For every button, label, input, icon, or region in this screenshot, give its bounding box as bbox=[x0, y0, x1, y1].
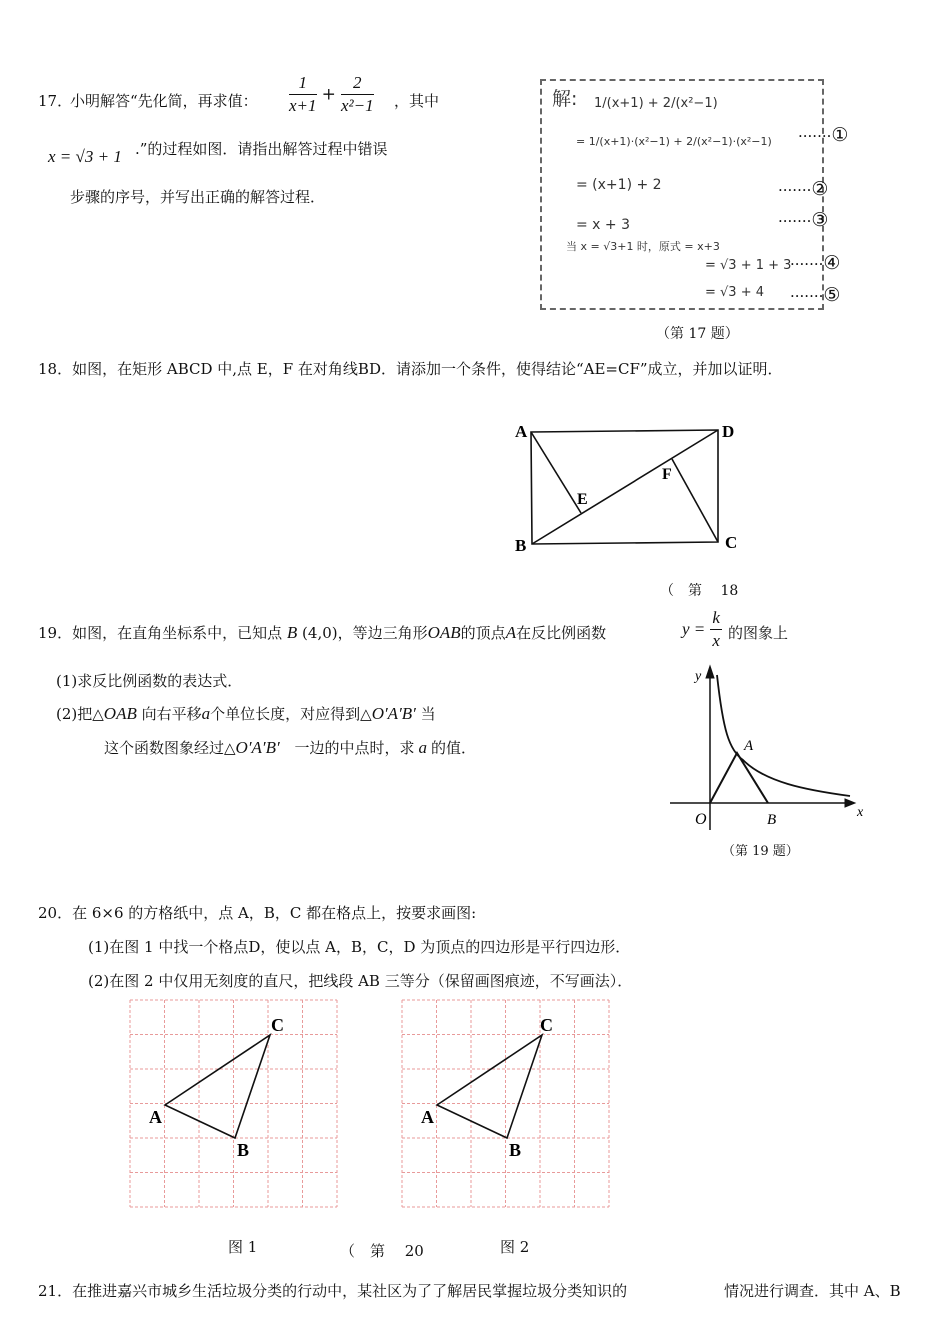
segment-ae bbox=[531, 432, 581, 513]
q18-caption: （ 第 18 bbox=[660, 583, 739, 599]
figure-2-grid bbox=[397, 995, 617, 1215]
q17-x-value: x = √3 + 1 bbox=[48, 147, 122, 166]
fig2-label-b: B bbox=[509, 1140, 522, 1160]
label-e: E bbox=[577, 491, 588, 508]
point-b-label: B bbox=[767, 812, 777, 828]
solution-line4: 当 x = √3+1 时，原式 = x+3 bbox=[566, 240, 720, 253]
fraction-1: $\frac{1}{x+1}$ bbox=[289, 73, 317, 115]
segment-cf bbox=[672, 459, 718, 542]
point-a-label: A bbox=[744, 738, 754, 754]
fraction-2: $\frac{2}{\text{x²−1}}$ bbox=[340, 73, 374, 115]
q19-sub1: (1)求反比例函数的表达式． bbox=[56, 672, 243, 690]
step-marker-5: ·······⑤ bbox=[790, 284, 841, 306]
solution-line5: = √3 + 1 + 3 bbox=[705, 258, 792, 273]
step-marker-1: ·······① bbox=[798, 124, 849, 146]
figure-1-label: 图 1 bbox=[228, 1238, 258, 1256]
hyperbola-curve bbox=[717, 675, 850, 796]
q18-figure bbox=[505, 418, 745, 558]
solution-head: 解: bbox=[552, 88, 578, 110]
step-marker-2: ·······② bbox=[778, 178, 829, 200]
q17-number: 17． bbox=[38, 92, 73, 110]
solution-line0: 1/(x+1) + 2/(x²−1) bbox=[594, 96, 718, 111]
q19-function: y = $\frac{k}{x}$ bbox=[682, 608, 720, 650]
figure-1-grid bbox=[125, 995, 345, 1215]
diagonal-bd bbox=[532, 430, 718, 544]
step-marker-3: ·······③ bbox=[778, 209, 829, 231]
solution-line1: = 1/(x+1)·(x²−1) + 2/(x²−1)·(x²−1) bbox=[576, 135, 772, 148]
label-d: D bbox=[722, 422, 735, 441]
q17-intro: 小明解答“先化简，再求值： bbox=[70, 92, 258, 110]
solution-line3: = x + 3 bbox=[576, 217, 631, 233]
triangle-abc bbox=[165, 1035, 270, 1138]
triangle-abc bbox=[437, 1035, 542, 1138]
q17-line3: 步骤的序号，并写出正确的解答过程． bbox=[70, 188, 326, 206]
q17-line2: .”的过程如图．请指出解答过程中错误 bbox=[135, 140, 388, 158]
x-axis-arrow bbox=[845, 799, 855, 807]
label-c: C bbox=[725, 533, 738, 552]
q20-sub2: (2)在图 2 中仅用无刻度的直尺，把线段 AB 三等分（保留画图痕迹，不写画法）． bbox=[88, 972, 633, 990]
q17-caption: （第 17 题） bbox=[656, 326, 739, 342]
q21-text: 21．在推进嘉兴市城乡生活垃圾分类的行动中，某社区为了了解居民掌握垃圾分类知识的 bbox=[38, 1282, 628, 1300]
solution-line2: = (x+1) + 2 bbox=[576, 177, 662, 193]
origin-label: O bbox=[695, 811, 707, 828]
q17-expression bbox=[289, 72, 374, 117]
fig1-label-b: B bbox=[237, 1140, 250, 1160]
q20-sub1: (1)在图 1 中找一个格点D，使以点 A，B，C，D 为顶点的四边形是平行四边形． bbox=[88, 938, 631, 956]
q21-text-end: 情况进行调查．其中 A、B bbox=[724, 1282, 901, 1300]
q20-caption: （ 第 20 bbox=[340, 1242, 424, 1260]
q19-graph bbox=[665, 660, 880, 835]
fig2-label-a: A bbox=[421, 1107, 434, 1127]
plus-sign: + bbox=[321, 84, 336, 105]
q19-sub2: (2)把△OAB 向右平移a个单位长度，对应得到△O′A′B′ 当 bbox=[56, 704, 436, 723]
fig2-label-c: C bbox=[540, 1015, 553, 1035]
y-axis-arrow bbox=[706, 666, 714, 678]
q18-text: 18．如图，在矩形 ABCD 中,点 E，F 在对角线BD．请添加一个条件，使得结论“AE=CF”成立，并加以证明． bbox=[38, 360, 783, 378]
k-over-x-fraction: $\frac{k}{x}$ bbox=[712, 608, 720, 650]
solution-line6: = √3 + 4 bbox=[705, 285, 765, 300]
label-b: B bbox=[515, 536, 527, 555]
fig1-label-c: C bbox=[271, 1015, 284, 1035]
q19-line1-end: 的图象上 bbox=[728, 624, 789, 642]
fig1-label-a: A bbox=[149, 1107, 162, 1127]
figure-2-label: 图 2 bbox=[500, 1238, 530, 1256]
q17-intro-end: ，其中 bbox=[394, 92, 440, 110]
y-axis-label: y bbox=[695, 669, 702, 684]
q20-text: 20．在 6×6 的方格纸中，点 A，B，C 都在格点上，按要求画图: bbox=[38, 904, 477, 922]
label-f: F bbox=[662, 466, 672, 483]
q19-line1: 19．如图，在直角坐标系中，已知点 B (4,0)，等边三角形OAB的顶点A在反比例函数 bbox=[38, 623, 607, 642]
x-axis-label: x bbox=[857, 805, 864, 820]
triangle-oab bbox=[710, 753, 768, 803]
label-a: A bbox=[515, 422, 528, 441]
q19-caption: （第 19 题） bbox=[722, 844, 799, 859]
q19-sub2-cont: 这个函数图象经过△O′A′B′ 一边的中点时，求 a 的值． bbox=[104, 738, 477, 757]
step-marker-4: ·······④ bbox=[790, 252, 841, 274]
